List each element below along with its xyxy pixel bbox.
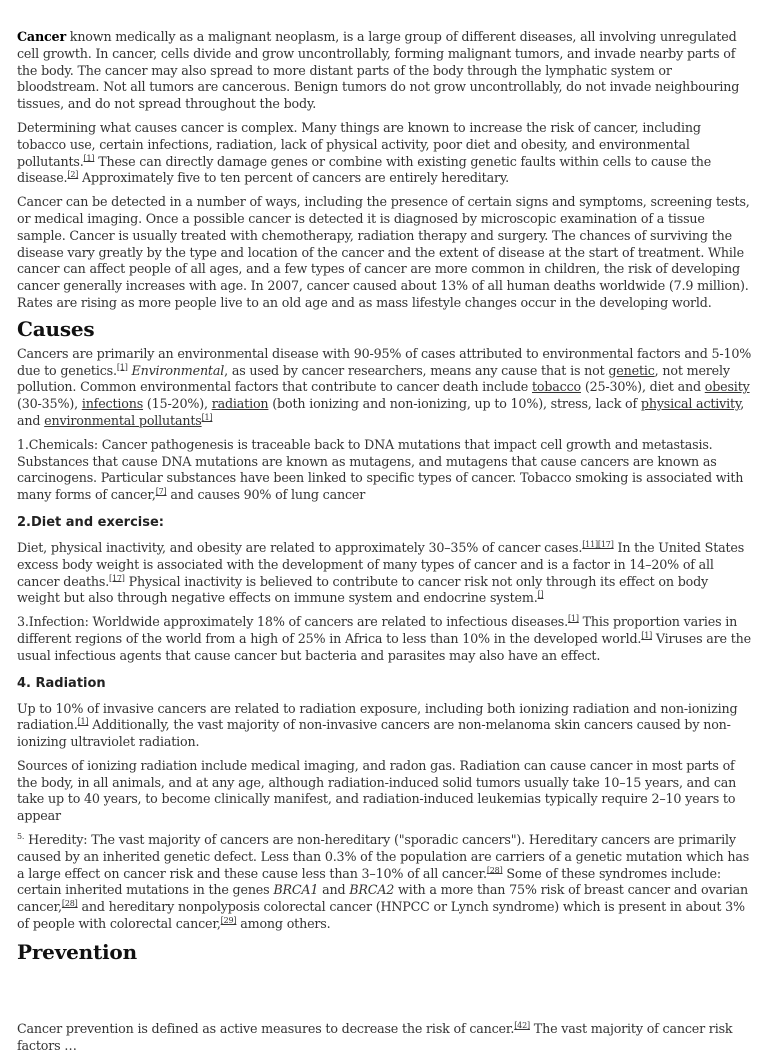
link-tobacco[interactable]: tobacco bbox=[531, 379, 581, 395]
link-obesity[interactable]: obesity bbox=[704, 379, 750, 395]
text: , not merely pollution. Common environmental factors that contribute to cancer death include bbox=[17, 362, 730, 395]
citation-link[interactable]: [1] bbox=[567, 613, 579, 623]
link-infections[interactable]: infections bbox=[81, 396, 144, 412]
text: Cancer prevention is defined as active measures to decrease the risk of cancer. bbox=[17, 1020, 515, 1036]
blank-gap bbox=[17, 969, 753, 1021]
intro-text-1: known medically as a malignant neoplasm, is a large group of different diseases, all involving unregulated cell growth. In cancer, cells divide and grow uncontrollably, forming malignant tumors, and invade nearby parts of the body. The cancer may also spread to more distant parts of the body through the lymphatic system or bloodstream. Not all tumors are cancerous. Benign tumors do not grow uncontrollably, do not invade neighbouring tissues, and do not spread throughout the body. bbox=[17, 29, 740, 112]
lead-term: Cancer bbox=[17, 29, 66, 44]
text: Additionally, the vast majority of non-invasive cancers are non-melanoma skin cancers caused by non-ionizing ultraviolet radiation. bbox=[17, 717, 731, 750]
text: (both ionizing and non-ionizing, up to 10%), stress, lack of bbox=[268, 396, 641, 412]
section-heading-prevention: Prevention bbox=[17, 939, 137, 964]
radiation-paragraph-2: Sources of ionizing radiation include medical imaging, and radon gas. Radiation can cause cancer in most parts of the body, in all animals, and at any age, although radiation-induced solid tumors usually take 10–15 years, and can take up to 40 years, to become clinically manifest, and radiation-induced leukemias typically require 2–10 years to appear bbox=[17, 757, 737, 824]
citation-link[interactable]: [1] bbox=[83, 153, 95, 163]
citation-link[interactable]: [11][17] bbox=[582, 539, 614, 549]
citation-link[interactable]: [7] bbox=[155, 486, 167, 496]
link-genetic[interactable]: genetic bbox=[608, 362, 655, 378]
intro-paragraph-3: Cancer can be detected in a number of ways, including the presence of certain signs and symptoms, screening tests, or medical imaging. Once a possible cancer is detected it is diagnosed by microscopic examination of a tissue sample. Cancer is usually treated with chemotherapy, radiation therapy and surgery. The chances of surviving the disease vary greatly by the type and location of the cancer and the extent of disease at the start of treatment. While cancer can affect people of all ages, and a few types of cancer are more common in children, the risk of developing cancer generally increases with age. In 2007, cancer caused about 13% of all human deaths worldwide (7.9 million). Rates are rising as more people live to an old age and as mass lifestyle changes occur in the developing world. bbox=[17, 194, 750, 310]
citation-link[interactable]: [] bbox=[537, 590, 544, 600]
text: In the United States excess body weight is associated with the development of many types of cancer and is a factor in 14–20% of all cancer deaths. bbox=[17, 539, 745, 589]
text: , and bbox=[17, 396, 745, 428]
text: and causes 90% of lung cancer bbox=[166, 487, 366, 503]
text: Determining what causes cancer is complex. Many things are known to increase the risk of cancer, including tobacco use, certain infections, radiation, lack of physical activity, poor diet and obesity, and environmental pollutants. bbox=[17, 119, 701, 169]
text: 3.Infection: Worldwide approximately 18% of cancers are related to infectious diseases. bbox=[17, 614, 568, 630]
citation-link[interactable]: [2] bbox=[67, 170, 79, 180]
subheading-radiation: 4. Radiation bbox=[17, 675, 106, 691]
gene-name: BRCA2 bbox=[349, 882, 395, 898]
text: The vast majority of cancer risk factors … bbox=[17, 1020, 733, 1053]
causes-paragraph-chemicals bbox=[17, 437, 753, 504]
link-physical-activity[interactable]: physical activity bbox=[640, 396, 741, 412]
text: Diet, physical inactivity, and obesity are related to approximately 30–35% of cancer cases. bbox=[17, 539, 583, 555]
citation-link[interactable]: [1] bbox=[116, 362, 128, 372]
italic-term: Environmental bbox=[127, 362, 225, 378]
citation-link[interactable]: [1] bbox=[641, 630, 653, 640]
citation-link[interactable]: [1] bbox=[77, 717, 89, 727]
text: , as used by cancer researchers, means any cause that is not bbox=[224, 362, 609, 378]
text: Heredity: The vast majority of cancers are non-hereditary ("sporadic cancers"). Hereditary cancers are primarily caused by an inherited genetic defect. Less than 0.3% of the population are carriers of a genetic mutation which has a large effect on cancer risk and these cause less than 3–10% of all cancer. bbox=[17, 832, 750, 881]
gene-name: BRCA1 bbox=[273, 882, 319, 898]
intro-paragraph-1 bbox=[17, 29, 753, 113]
text: and bbox=[318, 882, 350, 898]
diet-paragraph-1 bbox=[17, 540, 753, 607]
citation-link[interactable]: [42] bbox=[514, 1020, 530, 1030]
text: among others. bbox=[236, 916, 331, 932]
text: Cancers are primarily an environmental disease with 90-95% of cases attributed to environmental factors and 5-10% due to genetics. bbox=[17, 345, 752, 378]
text: and hereditary nonpolyposis colorectal cancer (HNPCC or Lynch syndrome) which is present in about 3% of people with colorectal cancer, bbox=[17, 899, 745, 932]
citation-link[interactable]: [28] bbox=[61, 899, 78, 909]
text: (15-20%), bbox=[143, 396, 212, 412]
text: This proportion varies in different regions of the world from a high of 25% in Africa to less than 10% in the developed world. bbox=[17, 614, 738, 646]
citation-link[interactable]: [17] bbox=[109, 573, 125, 583]
text: These can directly damage genes or combine with existing genetic faults within cells to cause the disease. bbox=[17, 153, 712, 186]
text: with a more than 75% risk of breast cancer and ovarian cancer, bbox=[17, 882, 748, 915]
radiation-paragraph-1 bbox=[17, 701, 753, 751]
text: Viruses are the usual infectious agents that cause cancer but bacteria and parasites may also have an effect. bbox=[17, 630, 751, 663]
list-number: 5. bbox=[17, 831, 25, 841]
heredity-paragraph bbox=[17, 832, 753, 933]
text: Approximately five to ten percent of cancers are entirely hereditary. bbox=[78, 170, 510, 186]
link-environmental-pollutants[interactable]: environmental pollutants bbox=[44, 412, 202, 428]
text: 1.Chemicals: Cancer pathogenesis is traceable back to DNA mutations that impact cell growth and metastasis. Substances that cause DNA mutations are known as mutagens, and mutagens that cause cancers are known as carcinogens. Particular substances have been linked to specific types of cancer. Tobacco smoking is associated with many forms of cancer, bbox=[17, 436, 744, 503]
article-body bbox=[17, 29, 753, 1061]
citation-link[interactable]: [1] bbox=[201, 412, 213, 422]
citation-link[interactable]: [29] bbox=[220, 915, 237, 925]
intro-paragraph-2 bbox=[17, 120, 753, 187]
text: Physical inactivity is believed to contribute to cancer risk not only through its effect on body weight but also through negative effects on immune system and endocrine system. bbox=[17, 573, 709, 606]
infection-paragraph bbox=[17, 614, 753, 664]
link-radiation[interactable]: radiation bbox=[211, 396, 269, 412]
prevention-paragraph-1 bbox=[17, 1021, 753, 1055]
text: Up to 10% of invasive cancers are related to radiation exposure, including both ionizing radiation and non-ionizing radiation. bbox=[17, 700, 738, 733]
causes-paragraph-1 bbox=[17, 346, 753, 430]
subheading-diet-exercise: 2.Diet and exercise: bbox=[17, 514, 164, 530]
section-heading-causes: Causes bbox=[17, 316, 95, 341]
text: (30-35%), bbox=[17, 396, 82, 412]
text: (25-30%), diet and bbox=[581, 379, 705, 395]
text: Some of these syndromes include: certain inherited mutations in the genes bbox=[17, 865, 721, 898]
citation-link[interactable]: [28] bbox=[486, 865, 503, 875]
